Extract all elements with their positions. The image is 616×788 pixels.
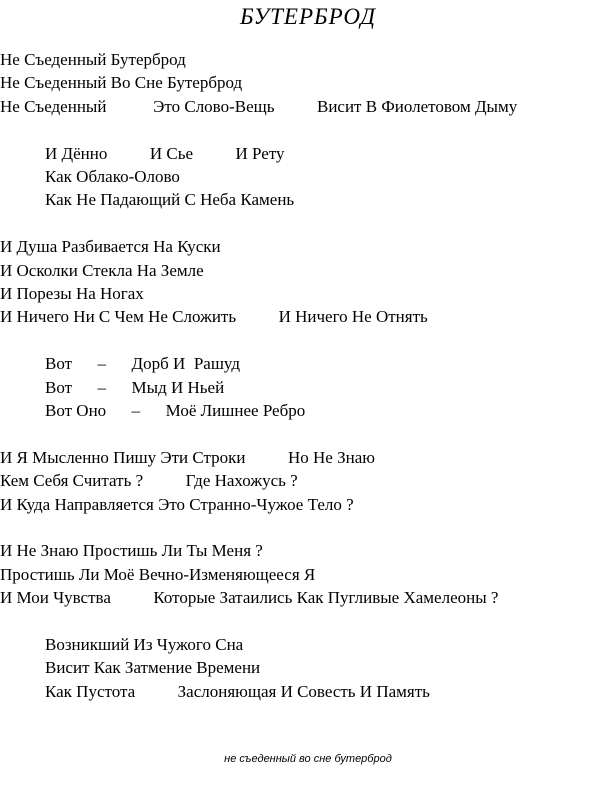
- poem-line: Вот – Дорб И Рашуд: [45, 354, 240, 374]
- poem-line: Как Облако-Олово: [45, 167, 180, 186]
- poem-line: Вот Оно – Моё Лишнее Ребро: [45, 401, 306, 420]
- poem-line: Не Съеденный Это Слово-Вещь Висит В Фиолетовом Дыму: [0, 96, 518, 116]
- poem-line: И Осколки Стекла На Земле: [0, 260, 204, 280]
- poem-line: И Дённо И Сье И Рету: [45, 143, 285, 163]
- poem-line: И Я Мысленно Пишу Эти Строки Но Не Знаю: [0, 447, 375, 467]
- poem-line: Висит Как Затмение Времени: [45, 658, 261, 678]
- poem-line: Простишь Ли Моё Вечно-Изменяющееся Я: [0, 564, 316, 584]
- poem-line: И Мои Чувства Которые Затаились Как Пугливые Хамелеоны ?: [0, 588, 499, 608]
- poem-title: БУТЕРБРОД: [240, 4, 376, 29]
- poem-line: Кем Себя Считать ? Где Нахожусь ?: [0, 471, 298, 491]
- poem-line: И Не Знаю Простишь Ли Ты Меня ?: [0, 541, 263, 561]
- poem-line: Не Съеденный Во Сне Бутерброд: [0, 73, 243, 93]
- poem-line: Вот – Мыд И Ньей: [45, 377, 225, 397]
- poem-line: И Порезы На Ногах: [0, 284, 144, 303]
- poem-line: Как Не Падающий С Неба Камень: [45, 190, 295, 210]
- poem-footer: не съеденный во сне бутерброд: [224, 753, 392, 765]
- poem-line: И Куда Направляется Это Странно-Чужое Тело ?: [0, 494, 354, 514]
- poem-line: Не Съеденный Бутерброд: [0, 50, 186, 69]
- poem-line: И Ничего Ни С Чем Не Сложить И Ничего Не Отнять: [0, 307, 428, 327]
- poem-line: И Душа Разбивается На Куски: [0, 237, 221, 257]
- poem-line: Возникший Из Чужого Сна: [45, 635, 244, 654]
- poem-line: Как Пустота Заслоняющая И Совесть И Память: [45, 681, 430, 701]
